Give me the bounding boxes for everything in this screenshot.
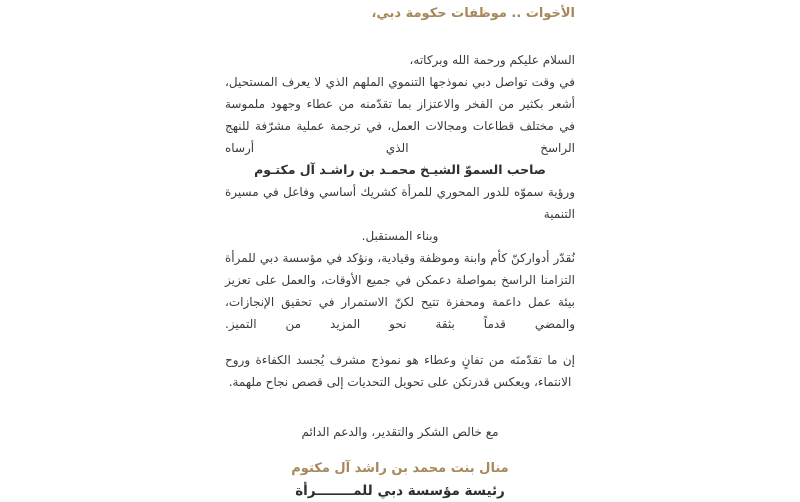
- paragraph-intro: في وقت تواصل دبي نموذجها التنموي الملهم الذي لا يعرف المستحيل، أشعر بكثير من الفخر والاعتزاز بما تقدّمنه من عطاء وجهود ملموسة في مختلف قطاعات ومجالات العمل، في ترجمة عملية مشرّفة للنهج الراسخ الذي أرساه: [225, 75, 575, 155]
- ruler-name-line: صاحب السموّ الشيـخ محمـد بن راشـد آل مكتـوم: [254, 162, 546, 177]
- paragraph-appreciation: نُقدّر أدواركنّ كأم وابنة وموظفة وقيادية، ونؤكد في مؤسسة دبي للمرأة التزامنا الراسخ بمواصلة دعمكن في جميع الأوقات، والعمل على تعزيز بيئة عمل داعمة ومحفزة تتيح لكنّ الاستمرار في تحقيق الإنجازات، والمضي قدماً بثقة نحو المزيد من التميز.: [225, 251, 575, 331]
- recipient-heading: الأخوات .. موظفات حكومة دبي،: [371, 6, 575, 21]
- paragraph-dedication: إن ما تقدّمنَه من تفانٍ وعطاء هو نموذج مشرف يُجسد الكفاءة وروح الانتماء، ويعكس قدرتكن على تحويل التحديات إلى قصص نجاح ملهمة.: [225, 353, 575, 389]
- paragraph-vision-end: وبناء المستقبل.: [361, 229, 439, 243]
- signature-title: رئيسة مؤسسة دبي للمــــــــرأة: [295, 483, 505, 499]
- greeting-line: السلام عليكم ورحمة الله وبركاته،: [409, 53, 575, 67]
- paragraph-vision: ورؤية سموّه للدور المحوري للمرأة كشريك أساسي وفاعل في مسيرة التنمية: [225, 185, 575, 221]
- letter-body: [225, 0, 575, 502]
- signature-name: منال بنت محمد بن راشد آل مكتوم: [291, 461, 509, 476]
- closing-line: مع خالص الشكر والتقدير، والدعم الدائم: [301, 425, 499, 439]
